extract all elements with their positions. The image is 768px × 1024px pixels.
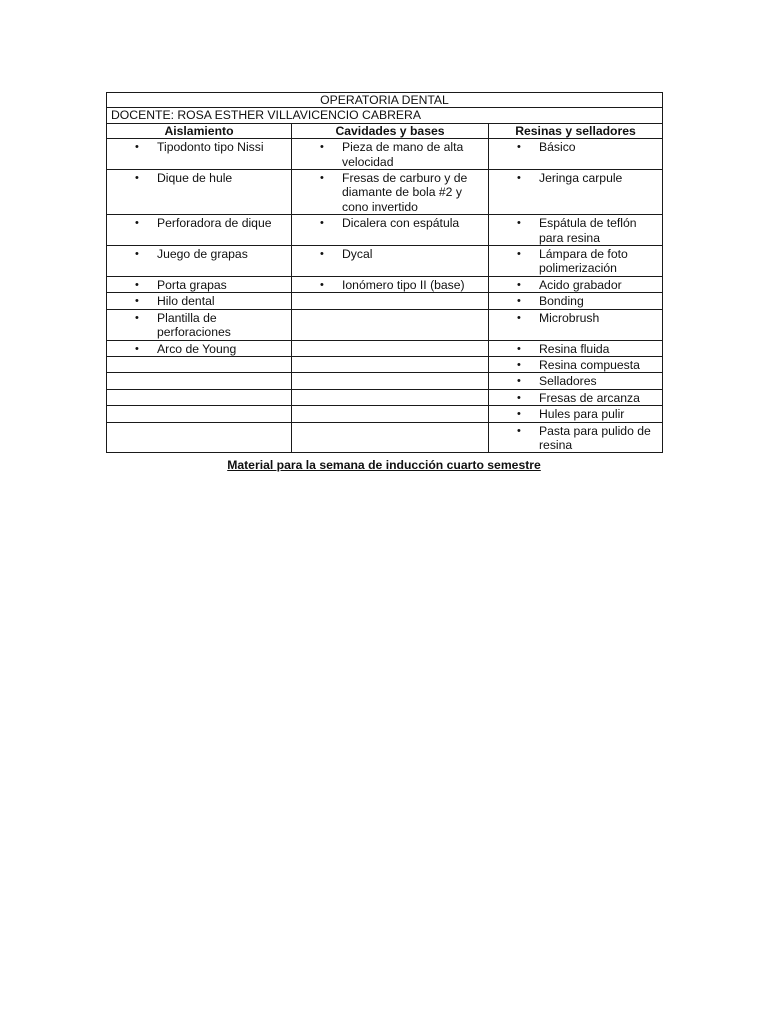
cell-resinas bbox=[489, 276, 663, 292]
bullet-icon: • bbox=[517, 391, 521, 404]
bullet-icon: • bbox=[320, 278, 324, 291]
list-item bbox=[296, 171, 484, 214]
docente-row bbox=[107, 108, 663, 123]
bullet-icon: • bbox=[320, 141, 324, 154]
bullet-list bbox=[493, 170, 658, 185]
bullet-list bbox=[111, 139, 287, 154]
list-item bbox=[493, 247, 658, 276]
cell-resinas bbox=[489, 422, 663, 453]
bullet-icon: • bbox=[517, 295, 521, 308]
bullet-icon: • bbox=[517, 278, 521, 291]
cell-resinas bbox=[489, 356, 663, 372]
table-row bbox=[107, 309, 663, 340]
list-item bbox=[493, 391, 658, 405]
bullet-list bbox=[111, 215, 287, 230]
cell-aislamiento bbox=[107, 215, 292, 246]
table-row bbox=[107, 293, 663, 309]
bullet-list bbox=[111, 310, 287, 340]
cell-resinas bbox=[489, 170, 663, 215]
bullet-icon: • bbox=[135, 311, 139, 324]
footer-caption: Material para la semana de inducción cuarto semestre bbox=[227, 458, 541, 472]
bullet-list bbox=[493, 139, 658, 154]
table-row bbox=[107, 276, 663, 292]
bullet-icon: • bbox=[517, 172, 521, 185]
cell-aislamiento bbox=[107, 139, 292, 170]
item-text: Hules para pulir bbox=[539, 407, 625, 422]
item-text: Bonding bbox=[539, 294, 584, 309]
bullet-icon: • bbox=[517, 342, 521, 355]
item-text: Ionómero tipo II (base) bbox=[342, 277, 465, 292]
bullet-icon: • bbox=[517, 311, 521, 324]
bullet-icon: • bbox=[517, 424, 521, 437]
bullet-list bbox=[493, 357, 658, 372]
item-text: Microbrush bbox=[539, 310, 600, 325]
bullet-icon: • bbox=[135, 141, 139, 154]
item-text: Tipodonto tipo Nissi bbox=[157, 140, 264, 155]
bullet-list bbox=[493, 293, 658, 308]
list-item bbox=[111, 216, 287, 230]
item-text: Fresas de arcanza bbox=[539, 390, 640, 405]
bullet-list bbox=[493, 310, 658, 325]
cell-cavidades bbox=[292, 139, 489, 170]
cell-cavidades bbox=[292, 373, 489, 389]
cell-aislamiento bbox=[107, 356, 292, 372]
list-item bbox=[493, 171, 658, 185]
cell-aislamiento bbox=[107, 170, 292, 215]
bullet-icon: • bbox=[135, 278, 139, 291]
cell-cavidades bbox=[292, 276, 489, 292]
bullet-list bbox=[493, 277, 658, 292]
list-item bbox=[296, 216, 484, 230]
column-header-resinas: Resinas y selladores bbox=[489, 123, 663, 138]
list-item bbox=[493, 358, 658, 372]
cell-cavidades bbox=[292, 170, 489, 215]
cell-resinas bbox=[489, 139, 663, 170]
item-text: Dique de hule bbox=[157, 171, 233, 186]
list-item bbox=[493, 294, 658, 308]
item-text: Resina compuesta bbox=[539, 357, 640, 372]
table-row bbox=[107, 373, 663, 389]
cell-resinas bbox=[489, 340, 663, 356]
list-item bbox=[111, 247, 287, 261]
list-item bbox=[493, 311, 658, 325]
list-item bbox=[493, 424, 658, 453]
table-row bbox=[107, 406, 663, 422]
cell-resinas bbox=[489, 406, 663, 422]
item-text: Plantilla de perforaciones bbox=[157, 310, 231, 340]
bullet-icon: • bbox=[135, 172, 139, 185]
bullet-icon: • bbox=[135, 248, 139, 261]
cell-aislamiento bbox=[107, 373, 292, 389]
bullet-icon: • bbox=[517, 141, 521, 154]
list-item bbox=[111, 294, 287, 308]
item-text: Dycal bbox=[342, 247, 373, 262]
item-text: Pasta para pulido de resina bbox=[539, 423, 651, 452]
cell-resinas bbox=[489, 373, 663, 389]
table-body bbox=[107, 139, 663, 453]
item-text: Porta grapas bbox=[157, 277, 227, 292]
column-header-row bbox=[107, 123, 663, 138]
list-item bbox=[296, 247, 484, 261]
table-row bbox=[107, 356, 663, 372]
bullet-list bbox=[493, 246, 658, 276]
cell-aislamiento bbox=[107, 276, 292, 292]
bullet-list bbox=[111, 170, 287, 185]
table-row bbox=[107, 215, 663, 246]
docente-label: DOCENTE: ROSA ESTHER VILLAVICENCIO CABRERA bbox=[107, 108, 663, 123]
list-item bbox=[493, 342, 658, 356]
bullet-list bbox=[493, 406, 658, 421]
cell-aislamiento bbox=[107, 422, 292, 453]
list-item bbox=[111, 140, 287, 154]
item-text: Perforadora de dique bbox=[157, 216, 272, 231]
cell-cavidades bbox=[292, 356, 489, 372]
cell-resinas bbox=[489, 309, 663, 340]
column-header-cavidades: Cavidades y bases bbox=[292, 123, 489, 138]
bullet-list bbox=[493, 341, 658, 356]
item-text: Acido grabador bbox=[539, 277, 622, 292]
list-item bbox=[493, 374, 658, 388]
list-item bbox=[111, 278, 287, 292]
cell-aislamiento bbox=[107, 389, 292, 405]
cell-aislamiento bbox=[107, 340, 292, 356]
bullet-icon: • bbox=[135, 295, 139, 308]
list-item bbox=[493, 216, 658, 245]
bullet-icon: • bbox=[517, 375, 521, 388]
cell-cavidades bbox=[292, 406, 489, 422]
item-text: Selladores bbox=[539, 374, 597, 389]
cell-aislamiento bbox=[107, 309, 292, 340]
cell-cavidades bbox=[292, 246, 489, 277]
list-item bbox=[111, 311, 287, 340]
cell-resinas bbox=[489, 215, 663, 246]
cell-cavidades bbox=[292, 422, 489, 453]
item-text: Lámpara de foto polimerización bbox=[539, 247, 628, 276]
item-text: Arco de Young bbox=[157, 341, 237, 356]
table-row bbox=[107, 139, 663, 170]
list-item bbox=[296, 278, 484, 292]
item-text: Hilo dental bbox=[157, 294, 215, 309]
bullet-icon: • bbox=[320, 217, 324, 230]
bullet-icon: • bbox=[517, 358, 521, 371]
item-text: Jeringa carpule bbox=[539, 171, 623, 186]
list-item bbox=[493, 407, 658, 421]
bullet-list bbox=[493, 215, 658, 245]
bullet-icon: • bbox=[320, 248, 324, 261]
bullet-icon: • bbox=[517, 217, 521, 230]
cell-resinas bbox=[489, 246, 663, 277]
bullet-icon: • bbox=[135, 342, 139, 355]
table-row bbox=[107, 246, 663, 277]
bullet-list bbox=[296, 170, 484, 214]
table-row bbox=[107, 340, 663, 356]
item-text: Espátula de teflón para resina bbox=[539, 216, 637, 245]
column-header-aislamiento: Aislamiento bbox=[107, 123, 292, 138]
item-text: Pieza de mano de alta velocidad bbox=[342, 140, 464, 169]
table-row bbox=[107, 170, 663, 215]
table-row bbox=[107, 422, 663, 453]
list-item bbox=[296, 140, 484, 169]
cell-cavidades bbox=[292, 389, 489, 405]
bullet-list bbox=[111, 293, 287, 308]
bullet-list bbox=[111, 246, 287, 261]
bullet-list bbox=[493, 373, 658, 388]
materials-table bbox=[106, 92, 663, 453]
bullet-list bbox=[296, 139, 484, 169]
cell-cavidades bbox=[292, 340, 489, 356]
bullet-icon: • bbox=[517, 248, 521, 261]
cell-resinas bbox=[489, 389, 663, 405]
cell-aislamiento bbox=[107, 406, 292, 422]
list-item bbox=[111, 342, 287, 356]
cell-cavidades bbox=[292, 309, 489, 340]
bullet-icon: • bbox=[517, 408, 521, 421]
bullet-list bbox=[296, 246, 484, 261]
cell-aislamiento bbox=[107, 246, 292, 277]
bullet-icon: • bbox=[320, 172, 324, 185]
bullet-list bbox=[493, 390, 658, 405]
list-item bbox=[111, 171, 287, 185]
item-text: Juego de grapas bbox=[157, 247, 248, 262]
title-row bbox=[107, 93, 663, 108]
bullet-list bbox=[111, 341, 287, 356]
cell-aislamiento bbox=[107, 293, 292, 309]
item-text: Fresas de carburo y de diamante de bola #2 y cono invertido bbox=[342, 171, 468, 214]
bullet-icon: • bbox=[135, 217, 139, 230]
table-row bbox=[107, 389, 663, 405]
list-item bbox=[493, 140, 658, 154]
bullet-list bbox=[296, 277, 484, 292]
bullet-list bbox=[111, 277, 287, 292]
bullet-list bbox=[493, 423, 658, 453]
list-item bbox=[493, 278, 658, 292]
cell-resinas bbox=[489, 293, 663, 309]
bullet-list bbox=[296, 215, 484, 230]
item-text: Dicalera con espátula bbox=[342, 216, 460, 231]
document-title: OPERATORIA DENTAL bbox=[107, 93, 663, 108]
item-text: Básico bbox=[539, 140, 576, 155]
cell-cavidades bbox=[292, 215, 489, 246]
item-text: Resina fluida bbox=[539, 341, 610, 356]
cell-cavidades bbox=[292, 293, 489, 309]
